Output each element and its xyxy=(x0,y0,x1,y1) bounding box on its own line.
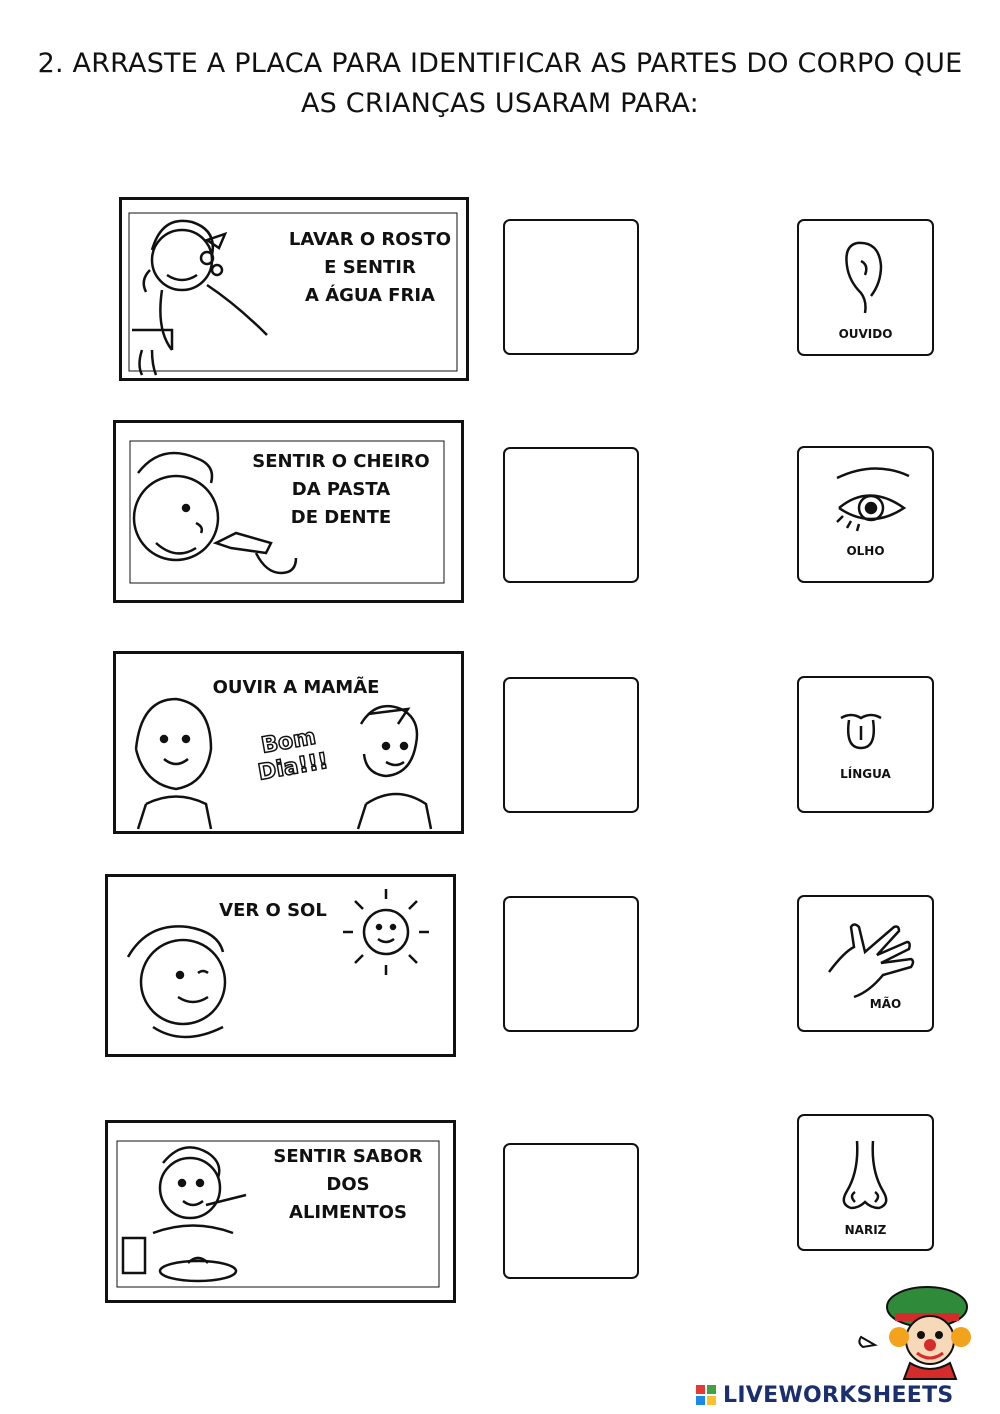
logo-squares-icon xyxy=(695,1384,719,1406)
clown-mascot-logo xyxy=(855,1285,995,1380)
drop-slot-5[interactable] xyxy=(503,1143,639,1279)
eye-icon xyxy=(799,448,932,581)
tile-label: OUVIDO xyxy=(838,327,893,341)
drop-slot-3[interactable] xyxy=(503,677,639,813)
drag-tile-nariz[interactable] xyxy=(797,1114,934,1251)
activity-card-wash-face xyxy=(119,197,469,381)
drop-slot-4[interactable] xyxy=(503,896,639,1032)
drag-tile-lingua[interactable] xyxy=(797,676,934,813)
drag-tile-olho[interactable] xyxy=(797,446,934,583)
card-caption: LAVAR O ROSTO E SENTIR A ÁGUA FRIA xyxy=(288,229,452,306)
instruction-line-2: AS CRIANÇAS USARAM PARA: xyxy=(301,88,699,119)
greeting-speech: Bom Dia!!! xyxy=(256,724,331,786)
drag-tile-ouvido[interactable] xyxy=(797,219,934,356)
card-caption: SENTIR SABOR DOS ALIMENTOS xyxy=(273,1146,423,1223)
logo-wordmark: LIVEWORKSHEETS xyxy=(723,1382,954,1408)
tile-label: MÃO xyxy=(869,997,902,1011)
liveworksheets-logo xyxy=(695,1380,954,1410)
instruction-text xyxy=(0,44,1000,124)
activity-card-see-sun xyxy=(105,874,456,1057)
activity-card-taste-food xyxy=(105,1120,456,1303)
tile-label: LÍNGUA xyxy=(840,767,891,781)
activity-card-hear-mom xyxy=(113,651,464,834)
card-caption: VER O SOL xyxy=(219,900,327,921)
card-caption: OUVIR A MAMÃE xyxy=(212,677,380,698)
instruction-line-1: 2. ARRASTE A PLACA PARA IDENTIFICAR AS PARTES DO CORPO QUE xyxy=(37,48,963,79)
tile-label: NARIZ xyxy=(844,1223,887,1237)
tongue-icon xyxy=(799,678,932,811)
card-caption: SENTIR O CHEIRO DA PASTA DE DENTE xyxy=(252,451,430,528)
drag-tile-mao[interactable] xyxy=(797,895,934,1032)
drop-slot-2[interactable] xyxy=(503,447,639,583)
drop-slot-1[interactable] xyxy=(503,219,639,355)
tile-label: OLHO xyxy=(846,544,885,558)
activity-card-smell-toothpaste xyxy=(113,420,464,603)
